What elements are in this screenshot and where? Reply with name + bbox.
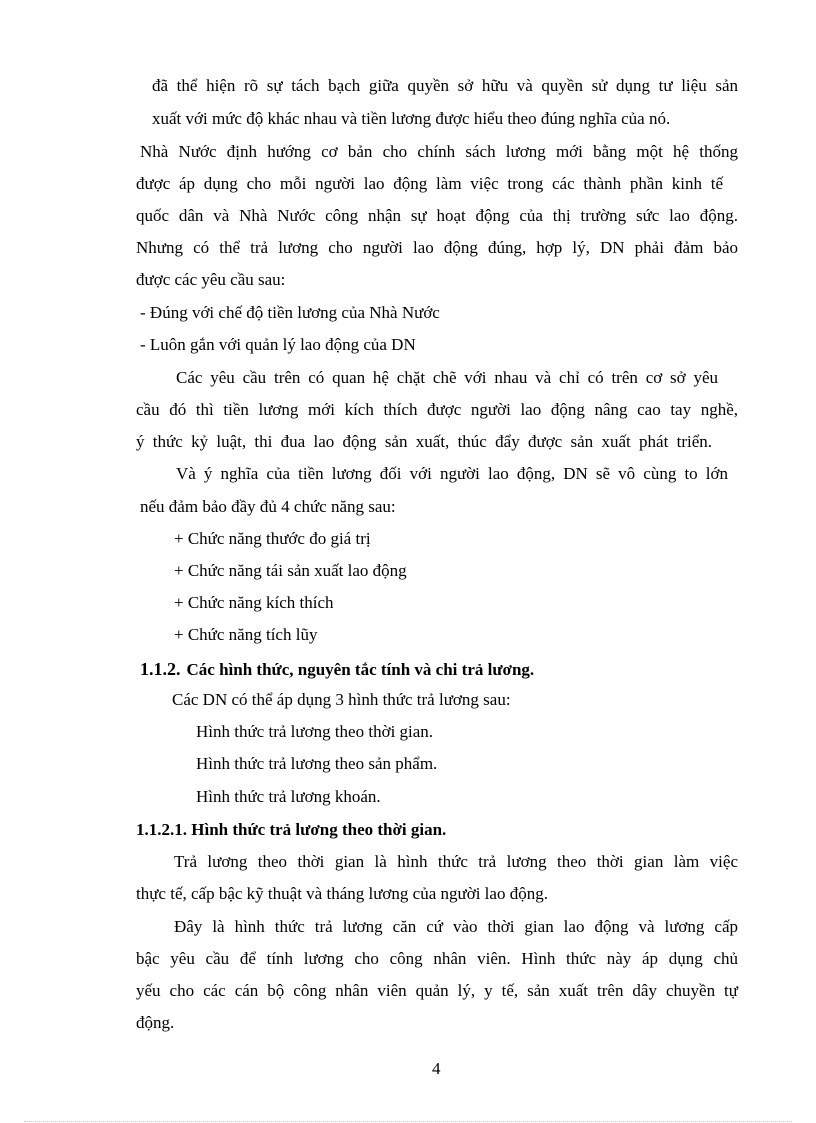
- function-item: + Chức năng tích lũy: [174, 625, 318, 644]
- section-heading-1-1-2: [140, 658, 534, 681]
- paragraph-3-line-3: ý thức kỷ luật, thi đua lao động sản xuất, thúc đẩy được sản xuất phát triển.: [136, 432, 712, 451]
- footer-divider: [24, 1121, 792, 1122]
- function-item: + Chức năng kích thích: [174, 593, 334, 612]
- page-number: 4: [432, 1059, 441, 1078]
- paragraph-2-line-4: Nhưng có thể trả lương cho người lao động đúng, hợp lý, DN phải đảm bảo: [136, 238, 738, 257]
- paragraph-4-line-2: nếu đảm bảo đầy đủ 4 chức năng sau:: [140, 497, 396, 516]
- paragraph-4-line-1: Và ý nghĩa của tiền lương đối với người lao động, DN sẽ vô cùng to lớn: [176, 464, 728, 483]
- paragraph-1-line-2: xuất với mức độ khác nhau và tiền lương được hiểu theo đúng nghĩa của nó.: [152, 109, 671, 128]
- function-item: + Chức năng thước đo giá trị: [174, 529, 371, 548]
- paragraph-6-line-3: yếu cho các cán bộ công nhân viên quản lý, y tế, sản xuất trên dây chuyền tự: [136, 981, 738, 1000]
- paragraph-6-line-1: Đây là hình thức trả lương căn cứ vào thời gian lao động và lương cấp: [174, 917, 738, 936]
- paragraph-2-line-5: được các yêu cầu sau:: [136, 270, 286, 289]
- form-item: Hình thức trả lương theo sản phẩm.: [196, 754, 438, 773]
- function-item: + Chức năng tái sản xuất lao động: [174, 561, 407, 580]
- form-item: Hình thức trả lương khoán.: [196, 787, 381, 806]
- paragraph-2-line-1: Nhà Nước định hướng cơ bản cho chính sách lương mới bằng một hệ thống: [140, 142, 738, 161]
- paragraph-3-line-1: Các yêu cầu trên có quan hệ chặt chẽ với nhau và chỉ có trên cơ sở yêu: [176, 368, 718, 387]
- paragraph-2-line-3: quốc dân và Nhà Nước công nhận sự hoạt động của thị trường sức lao động.: [136, 206, 738, 225]
- paragraph-2-line-2: được áp dụng cho mỗi người lao động làm việc trong các thành phần kinh tế: [136, 174, 723, 193]
- requirement-item: - Luôn gắn với quản lý lao động của DN: [140, 335, 416, 354]
- forms-intro: Các DN có thể áp dụng 3 hình thức trả lương sau:: [172, 690, 511, 709]
- requirement-item: - Đúng với chế độ tiền lương của Nhà Nước: [140, 303, 440, 322]
- paragraph-6-line-2: bậc yêu cầu để tính lương cho công nhân viên. Hình thức này áp dụng chủ: [136, 949, 738, 968]
- section-number: 1.1.2.: [140, 659, 181, 679]
- section-title: Các hình thức, nguyên tắc tính và chi trả lương.: [186, 660, 535, 679]
- paragraph-6-line-4: động.: [136, 1013, 175, 1032]
- paragraph-3-line-2: cầu đó thì tiền lương mới kích thích được người lao động nâng cao tay nghề,: [136, 400, 738, 419]
- form-item: Hình thức trả lương theo thời gian.: [196, 722, 434, 741]
- paragraph-1-line-1: đã thể hiện rõ sự tách bạch giữa quyền sở hữu và quyền sử dụng tư liệu sản: [152, 76, 738, 95]
- paragraph-5-line-2: thực tế, cấp bậc kỹ thuật và tháng lương của người lao động.: [136, 884, 548, 903]
- section-heading-1-1-2-1: 1.1.2.1. Hình thức trả lương theo thời gian.: [136, 820, 447, 839]
- paragraph-5-line-1: Trả lương theo thời gian là hình thức trả lương theo thời gian làm việc: [174, 852, 738, 871]
